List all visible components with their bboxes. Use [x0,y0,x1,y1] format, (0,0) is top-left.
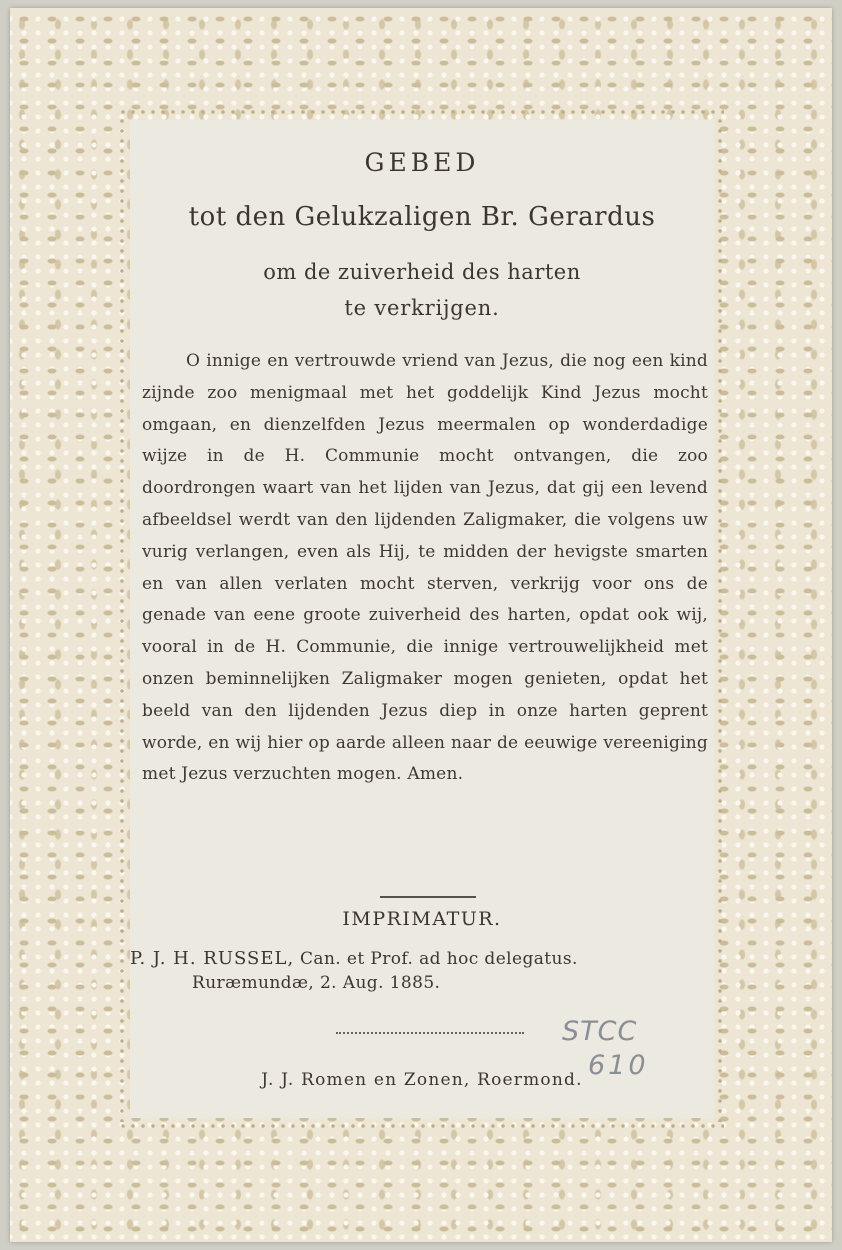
pencil-note-line-2: 610 [588,1050,649,1080]
printer-line: J. J. Romen en Zonen, Roermond. [261,1070,583,1090]
subtitle-line-2: om de zuiverheid des harten [263,260,581,284]
pencil-note-line-1: STCC [562,1016,638,1047]
imprimatur-place-date: Ruræmundæ, 2. Aug. 1885. [192,973,441,993]
imprimatur-name: P. J. H. RUSSEL, [130,948,295,969]
lace-dot-row-top [118,108,724,116]
prayer-title: GEBED [364,148,480,177]
prayer-body: O innige en vertrouwde vriend van Jezus, die nog een kind zijnde zoo menigmaal met het goddelijk Kind Jezus mocht omgaan, en dienzelfden Jezus meermalen op wonderdadige wijze in de H. Communie mocht ontvangen, die zoo doordrongen waart van het lijden van Jezus, dat gij een levend afbeeldsel werdt van den lijdenden Zaligmaker, die volgens uw vurig verlangen, even als Hij, te midden der hevigste smarten en van allen verlaten mocht sterven, verkrijg voor ons de genade van eene groote zuiverheid des harten, opdat ook wij, vooral in de H. Communie, die innige vertrouwelijkheid met onzen beminnelijken Zaligmaker mogen genieten, opdat het beeld van den lijdenden Jezus diep in onze harten geprent worde, en wij hier op aarde alleen naar de eeuwige vereeniging met Jezus verzuchten mogen. Amen. [142,351,708,785]
lace-dot-column-left [118,116,126,1122]
dotted-divider [336,1032,524,1034]
subtitle-line-1: tot den Gelukzaligen Br. Gerardus [188,202,656,232]
holy-card [10,8,832,1242]
lace-dot-row-bottom [118,1122,724,1130]
imprimatur-heading: IMPRIMATUR. [342,908,502,930]
lace-dot-column-right [716,116,724,1122]
handwritten-pencil-note [556,1010,666,1080]
imprimatur-role: Can. et Prof. ad hoc delegatus. [300,949,578,969]
divider-rule [380,896,476,898]
imprimatur-block [130,948,714,993]
subtitle-line-3: te verkrijgen. [344,296,500,320]
text-panel [130,120,714,1118]
